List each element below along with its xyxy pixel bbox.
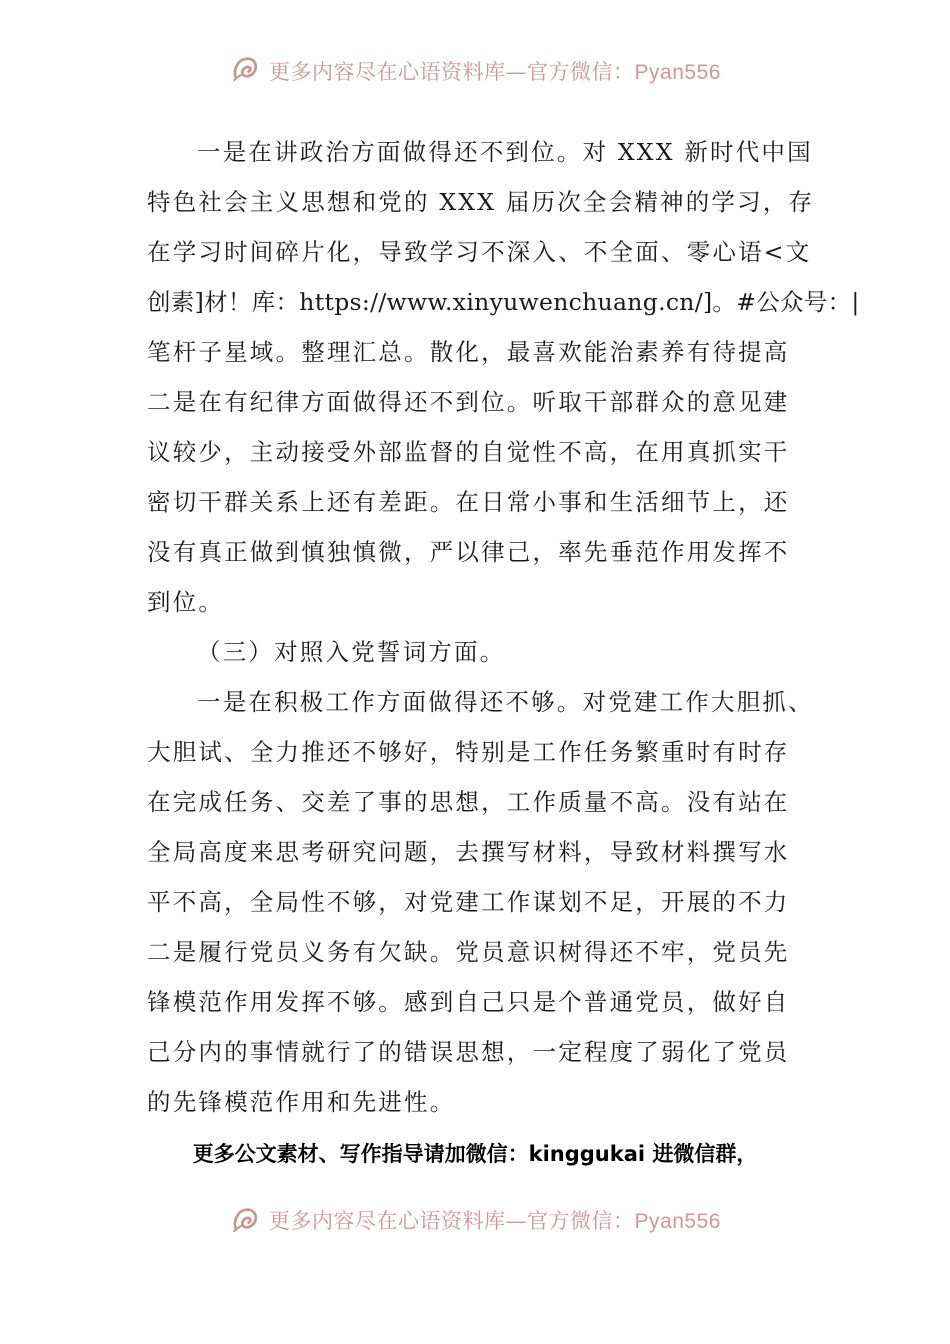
watermark-text: 更多内容尽在心语资料库—官方微信：Pyan556 <box>269 60 721 84</box>
header-watermark <box>0 52 950 86</box>
section-heading: （三）对照入党誓词方面。 <box>197 638 506 666</box>
body-text <box>147 127 860 1127</box>
footer-watermark <box>0 1198 950 1242</box>
paragraph-line: 锋模范作用发挥不够。感到自己只是个普通党员，做好自 <box>147 988 790 1016</box>
footer-note: 更多公文素材、写作指导请加微信：kinggukai 进微信群， <box>192 1142 758 1166</box>
paragraph-line: 大胆试、全力推还不够好，特别是工作任务繁重时有时存 <box>147 738 790 766</box>
paragraph-line: 全局高度来思考研究问题，去撰写材料，导致材料撰写水 <box>147 838 790 866</box>
paragraph-line: 创素]材！库：https://www.xinyuwenchuang.cn/]。#公众号：| <box>147 288 860 316</box>
paragraph-line: 在学习时间碎片化，导致学习不深入、不全面、零心语<文 <box>147 238 812 266</box>
paragraph-line: 笔杆子星域。整理汇总。散化，最喜欢能治素养有待提高 <box>147 338 790 366</box>
paragraph-line: 平不高，全局性不够，对党建工作谋划不足，开展的不力 <box>147 888 790 916</box>
paragraph-line: 到位。 <box>147 588 225 616</box>
paragraph-line: 的先锋模范作用和先进性。 <box>147 1088 456 1116</box>
paragraph-line: 己分内的事情就行了的错误思想，一定程度了弱化了党员 <box>147 1038 790 1066</box>
watermark-text: 更多内容尽在心语资料库—官方微信：Pyan556 <box>269 1209 721 1233</box>
paragraph-line: 一是在讲政治方面做得还不到位。对 XXX 新时代中国 <box>197 138 813 166</box>
paragraph-line: 一是在积极工作方面做得还不够。对党建工作大胆抓、 <box>197 688 814 716</box>
paragraph-line: 二是在有纪律方面做得还不到位。听取干部群众的意见建 <box>147 388 790 416</box>
paragraph-line: 议较少，主动接受外部监督的自觉性不高，在用真抓实干 <box>147 438 790 466</box>
paragraph-line: 特色社会主义思想和党的 XXX 届历次全会精神的学习，存 <box>147 188 815 216</box>
brush-swirl-logo-icon <box>229 52 263 86</box>
paragraph-line: 密切干群关系上还有差距。在日常小事和生活细节上，还 <box>147 488 790 516</box>
brush-swirl-logo-icon <box>229 1203 263 1237</box>
paragraph-line: 二是履行党员义务有欠缺。党员意识树得还不牢，党员先 <box>147 938 790 966</box>
paragraph-line: 在完成任务、交差了事的思想，工作质量不高。没有站在 <box>147 788 790 816</box>
paragraph-line: 没有真正做到慎独慎微，严以律己，率先垂范作用发挥不 <box>147 538 790 566</box>
